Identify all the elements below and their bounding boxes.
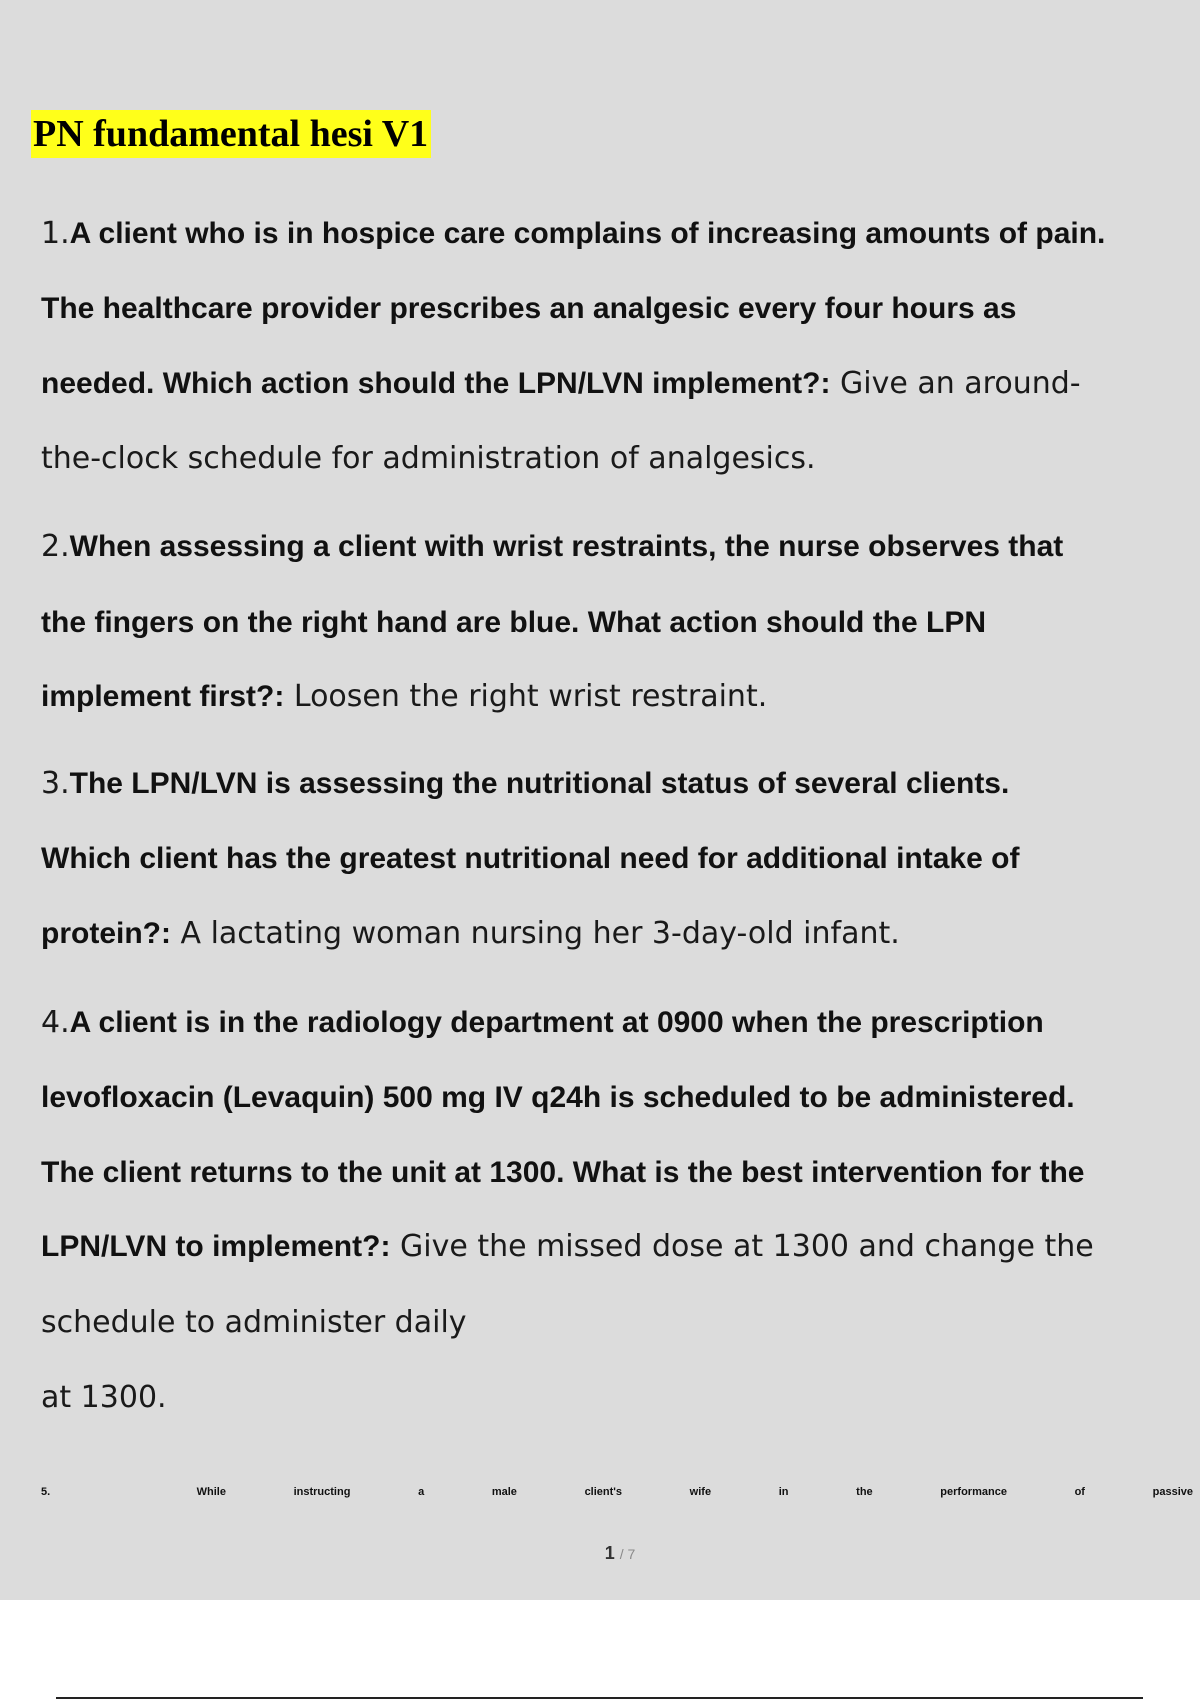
question-text: Which client has the greatest nutritional need for additional intake of [41, 842, 1020, 875]
question-line [41, 289, 1016, 329]
question-text: The client returns to the unit at 1300. What is the best intervention for the [41, 1156, 1085, 1189]
question-text: The LPN/LVN is assessing the nutritional status of several clients. [69, 767, 1010, 800]
answer-text: schedule to administer daily [41, 1305, 467, 1340]
question-text: protein?: [41, 917, 171, 950]
question-line [41, 1003, 1044, 1043]
page-total: / 7 [619, 1546, 636, 1562]
question-text: While instructing a male client's wife in the performance of passive [196, 1486, 1193, 1498]
question-line [41, 677, 767, 717]
page-current: 1 [604, 1543, 615, 1563]
answer-line [41, 439, 816, 479]
question-text: A client who is in hospice care complains of increasing amounts of pain. [69, 217, 1106, 250]
answer-text: the-clock schedule for administration of analgesics. [41, 441, 816, 476]
question-line [41, 764, 1009, 804]
question-line [41, 914, 900, 954]
answer-text: at 1300. [41, 1380, 167, 1415]
answer-text: Loosen the right wrist restraint. [284, 679, 768, 714]
answer-line [41, 1303, 467, 1343]
question-number: 3. [41, 766, 70, 801]
question-number: 2. [41, 529, 70, 564]
question-text: LPN/LVN to implement?: [41, 1230, 391, 1263]
question-text: levofloxacin (Levaquin) 500 mg IV q24h is scheduled to be administered. [41, 1081, 1075, 1114]
question-text: When assessing a client with wrist restraints, the nurse observes that [69, 530, 1064, 563]
question-line [41, 527, 1063, 567]
question-number: 4. [41, 1005, 70, 1040]
question-line [41, 214, 1105, 254]
question-text: The healthcare provider prescribes an analgesic every four hours as [41, 292, 1017, 325]
question-text: the fingers on the right hand are blue. What action should the LPN [41, 606, 987, 639]
divider [56, 1697, 1143, 1699]
question-line [41, 839, 1019, 879]
question-number: 1. [41, 216, 70, 251]
answer-text: A lactating woman nursing her 3-day-old infant. [170, 916, 900, 951]
page-counter [0, 1543, 1200, 1564]
question-line [41, 1153, 1084, 1193]
question-text: needed. Which action should the LPN/LVN implement?: [41, 367, 831, 400]
question-text: implement first?: [41, 680, 285, 713]
question-text: A client is in the radiology department at 0900 when the prescription [69, 1006, 1044, 1039]
answer-line [41, 1378, 167, 1418]
question-line [41, 1078, 1075, 1118]
question-line [41, 1227, 1094, 1267]
document-title: PN fundamental hesi V1 [31, 110, 431, 158]
question-line [41, 1465, 1193, 1505]
answer-text: Give an around- [830, 366, 1081, 401]
question-line [41, 603, 986, 643]
question-line [41, 364, 1081, 404]
answer-text: Give the missed dose at 1300 and change the [390, 1229, 1094, 1264]
question-number: 5. [41, 1486, 51, 1498]
